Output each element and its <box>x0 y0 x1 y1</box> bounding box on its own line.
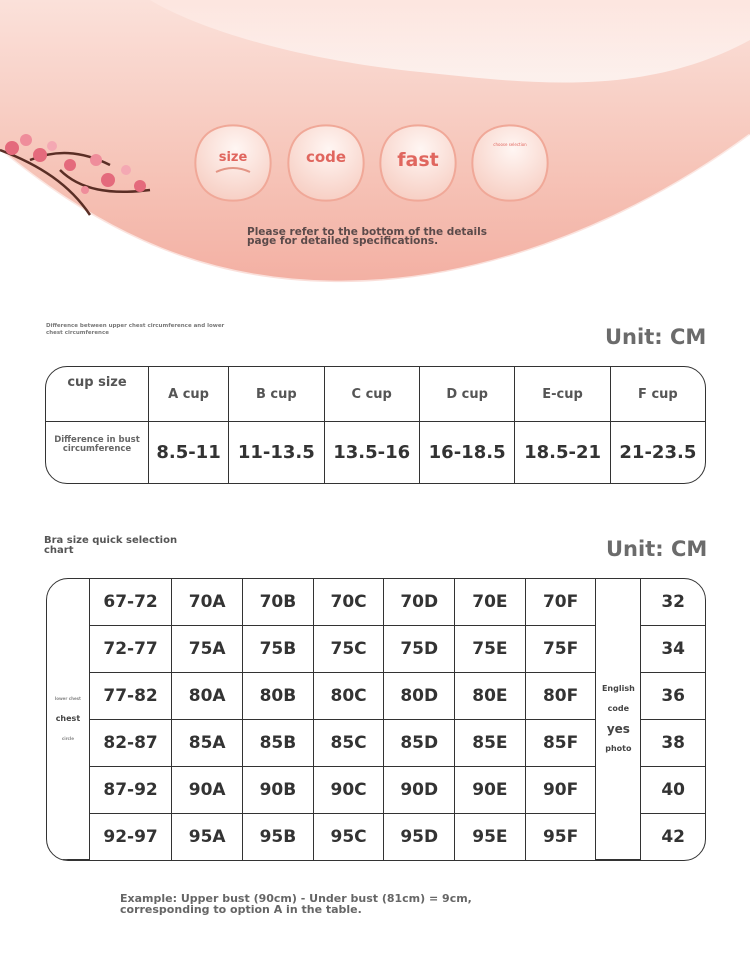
side-label: lower chest <box>54 696 81 701</box>
size-code: 75D <box>384 626 455 673</box>
english-size: 38 <box>641 720 705 767</box>
under-bust-range: 77-82 <box>90 673 173 720</box>
side-label: code <box>607 704 630 713</box>
badge-code <box>285 122 367 204</box>
banner-background <box>0 0 750 300</box>
size-code: 75C <box>314 626 385 673</box>
size-code: 95C <box>314 814 385 860</box>
cup-range: 11-13.5 <box>229 422 324 483</box>
cup-header: B cup <box>229 367 324 422</box>
size-code: 85F <box>526 720 597 767</box>
size-code: 90B <box>243 767 314 814</box>
cup-header: E-cup <box>515 367 610 422</box>
cup-range: 18.5-21 <box>515 422 610 483</box>
size-code: 80C <box>314 673 385 720</box>
side-label: circle <box>61 736 74 741</box>
size-code: 75B <box>243 626 314 673</box>
cup-header: D cup <box>420 367 515 422</box>
size-code: 95E <box>455 814 526 860</box>
size-code: 70B <box>243 579 314 626</box>
size-code: 95F <box>526 814 597 860</box>
table-row <box>47 579 705 626</box>
cup-range: 8.5-11 <box>149 422 229 483</box>
size-code: 85A <box>172 720 243 767</box>
example-note: Example: Upper bust (90cm) - Under bust (81cm) = 9cm, corresponding to option A in the table. <box>120 892 472 916</box>
cup-values-row <box>46 422 705 483</box>
english-size: 34 <box>641 626 705 673</box>
badge-selection <box>469 122 551 204</box>
size-code: 85C <box>314 720 385 767</box>
cup-range: 13.5-16 <box>325 422 420 483</box>
size-code: 90C <box>314 767 385 814</box>
size-code: 95B <box>243 814 314 860</box>
size-code: 90D <box>384 767 455 814</box>
cup-range: 16-18.5 <box>420 422 515 483</box>
size-code: 75A <box>172 626 243 673</box>
size-code: 90F <box>526 767 597 814</box>
under-bust-range: 72-77 <box>90 626 173 673</box>
size-code: 70E <box>455 579 526 626</box>
badge-fast-label: fast <box>397 149 439 171</box>
bust-difference-label: Difference in bust circumference <box>46 422 149 483</box>
size-code: 75F <box>526 626 597 673</box>
english-code-label <box>596 579 641 860</box>
english-size: 32 <box>641 579 705 626</box>
size-code: 70F <box>526 579 597 626</box>
side-label: English <box>601 684 635 693</box>
cup-size-table <box>45 366 706 484</box>
under-bust-range: 67-72 <box>90 579 173 626</box>
size-code: 85B <box>243 720 314 767</box>
cup-size-label: cup size <box>46 367 149 422</box>
under-bust-range: 92-97 <box>90 814 173 860</box>
size-code: 85D <box>384 720 455 767</box>
size-code: 80E <box>455 673 526 720</box>
size-chart-caption: Bra size quick selection chart <box>44 535 178 556</box>
cup-header: A cup <box>149 367 229 422</box>
size-code: 85E <box>455 720 526 767</box>
cup-table-caption: Difference between upper chest circumference and lower chest circumference <box>46 323 225 336</box>
size-code: 95A <box>172 814 243 860</box>
size-chart-unit: Unit: CM <box>606 537 708 561</box>
size-code: 80F <box>526 673 597 720</box>
under-chest-label <box>47 579 90 860</box>
size-code: 80D <box>384 673 455 720</box>
size-code: 70A <box>172 579 243 626</box>
size-code: 70C <box>314 579 385 626</box>
banner-note: Please refer to the bottom of the details page for detailed specifications. <box>247 226 487 247</box>
badge-size-label: size <box>218 150 248 165</box>
badge-size <box>192 122 274 204</box>
size-code: 95D <box>384 814 455 860</box>
badge-selection-label: choose selection <box>493 142 527 147</box>
cup-header: F cup <box>611 367 705 422</box>
english-size: 42 <box>661 827 685 847</box>
side-label: yes <box>606 722 630 736</box>
header-banner <box>0 0 750 300</box>
cup-header: C cup <box>325 367 420 422</box>
size-code: 90A <box>172 767 243 814</box>
badge-code-label: code <box>305 148 347 166</box>
cup-range: 21-23.5 <box>619 442 697 463</box>
cup-table-unit: Unit: CM <box>605 325 707 349</box>
side-label: chest <box>55 714 81 723</box>
under-bust-range: 87-92 <box>90 767 173 814</box>
size-code: 80B <box>243 673 314 720</box>
english-size: 36 <box>641 673 705 720</box>
cup-header-row <box>46 367 705 422</box>
english-size: 40 <box>641 767 705 814</box>
side-label: photo <box>605 744 632 753</box>
size-code: 75E <box>455 626 526 673</box>
badge-fast <box>377 122 459 204</box>
under-bust-range: 82-87 <box>90 720 173 767</box>
size-code: 70D <box>384 579 455 626</box>
size-code: 80A <box>172 673 243 720</box>
size-code: 90E <box>455 767 526 814</box>
bra-size-chart <box>46 578 706 861</box>
